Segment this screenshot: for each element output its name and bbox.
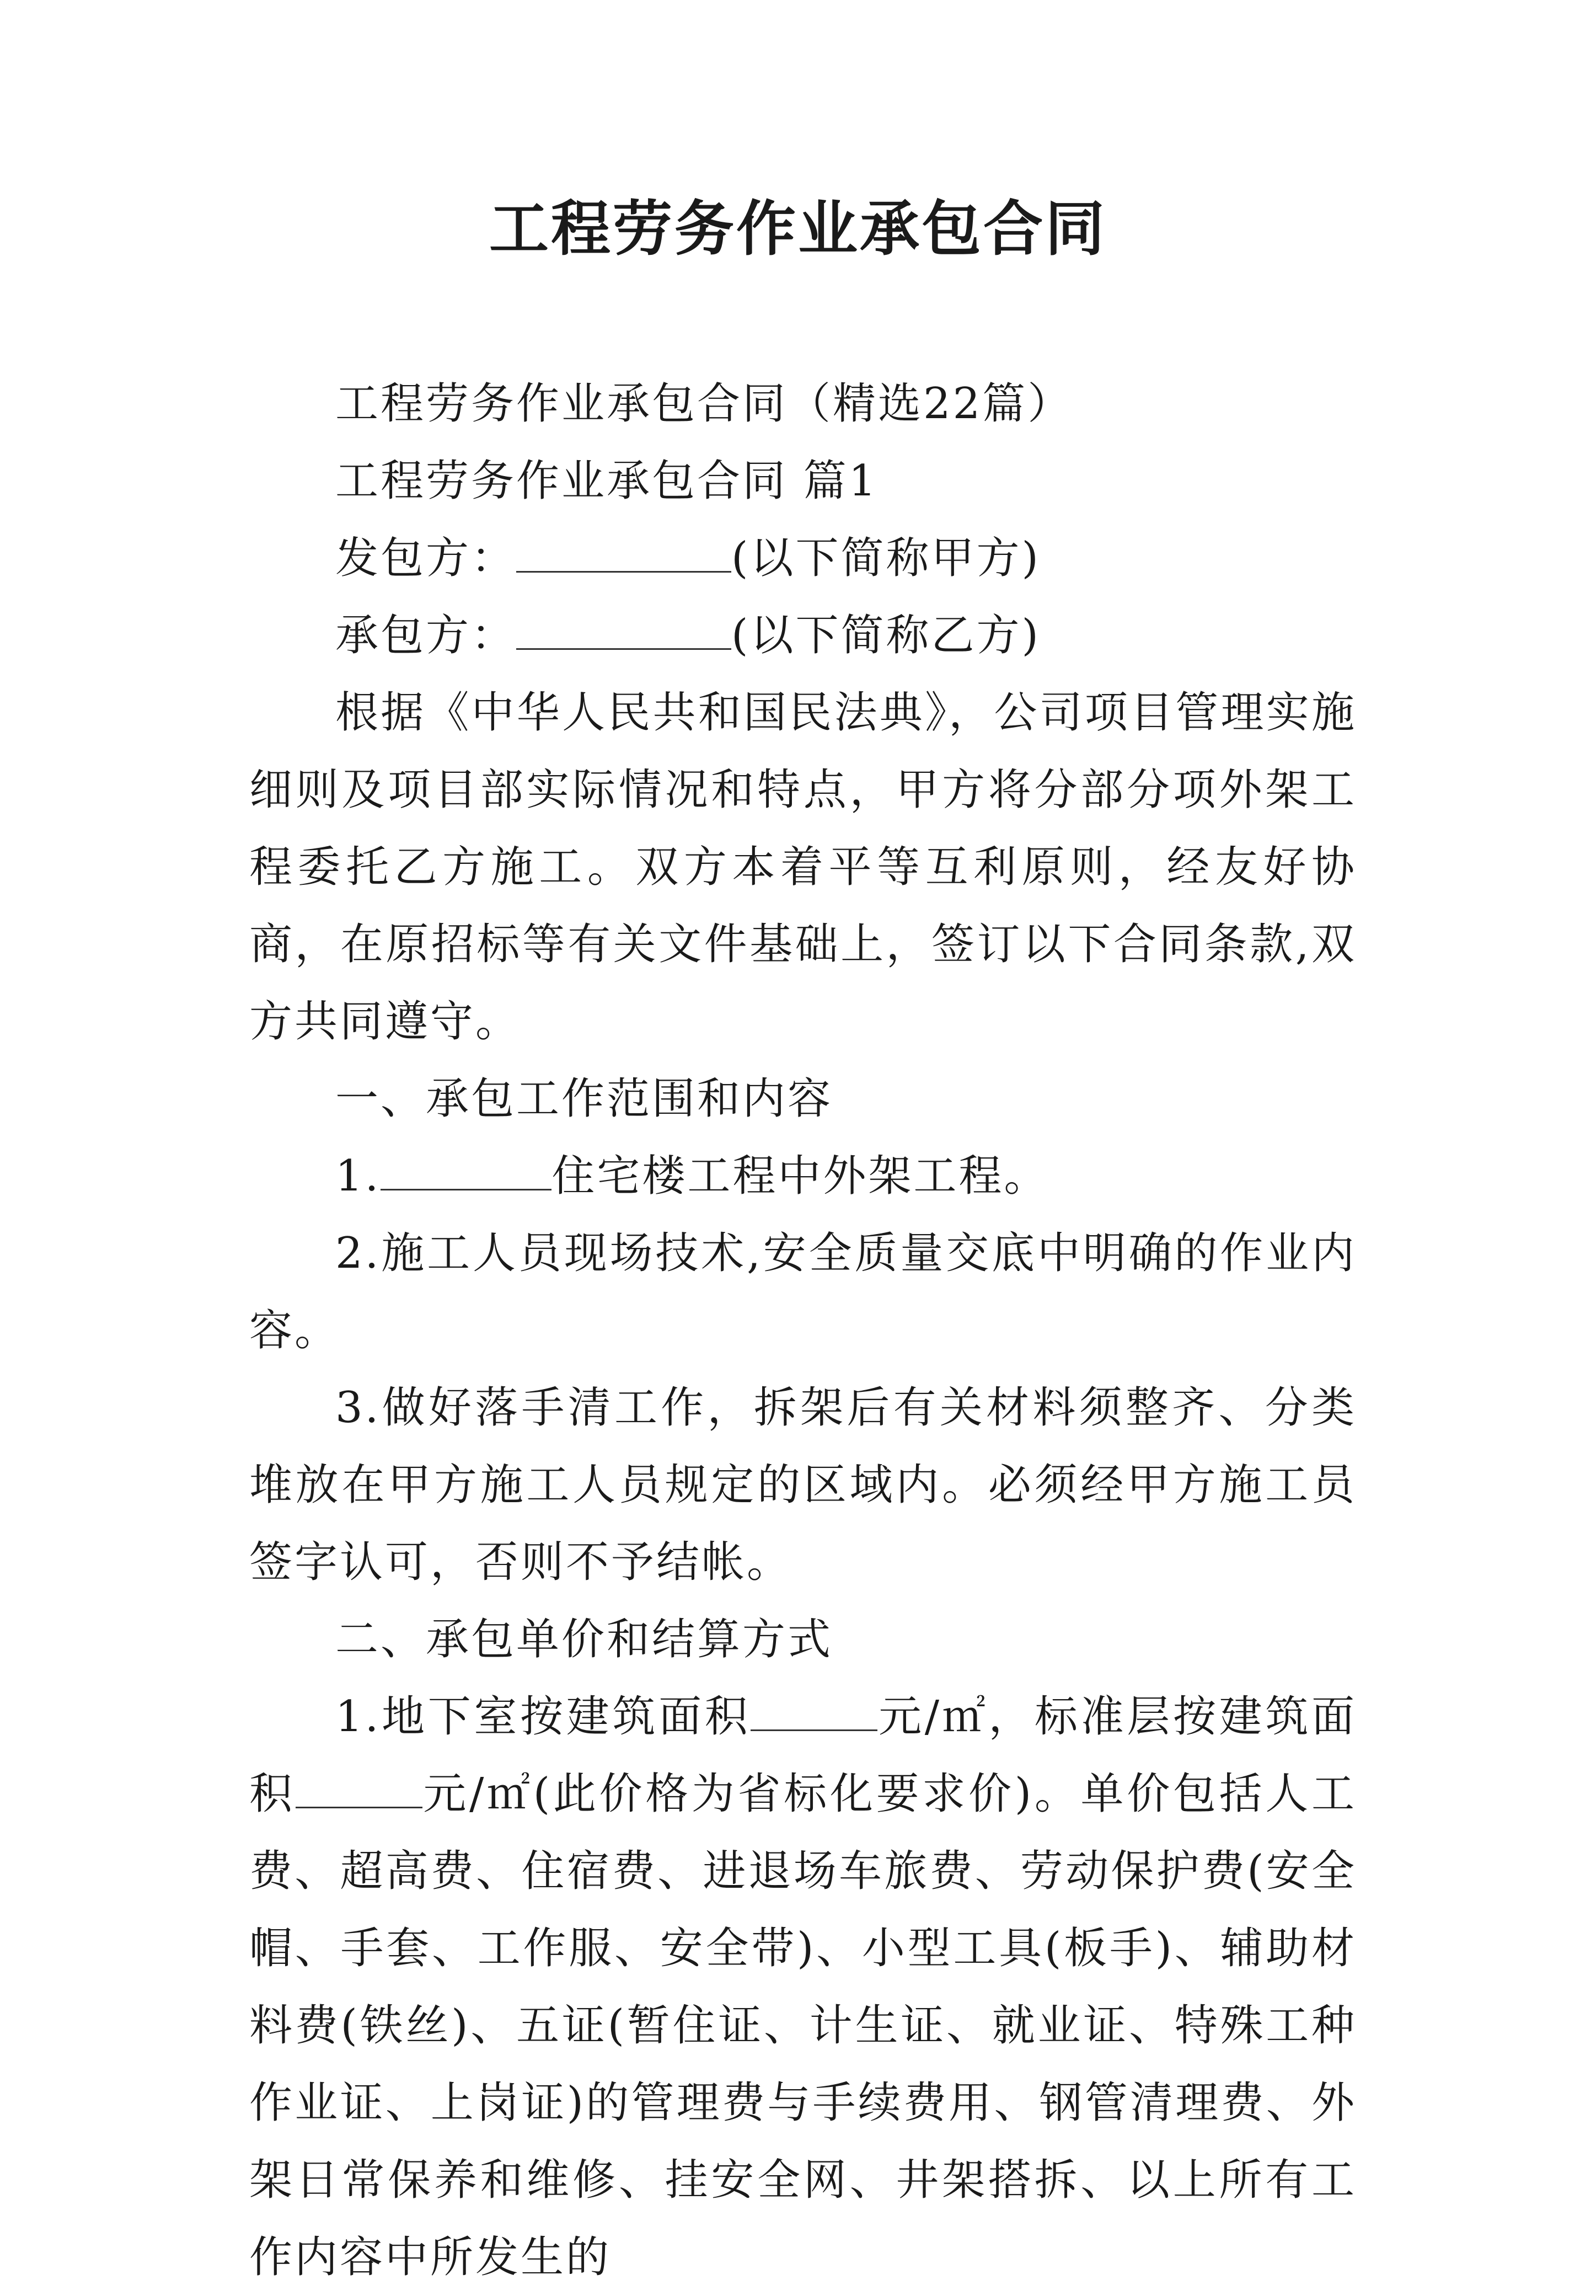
section-heading: 工程劳务作业承包合同 篇1 xyxy=(335,456,879,506)
item-1-1-prefix: 1. xyxy=(335,1151,381,1201)
item-1-1-suffix: 住宅楼工程中外架工程。 xyxy=(551,1151,1049,1201)
intro-paragraph: 根据《中华人民共和国民法典》，公司项目管理实施细则及项目部实际情况和特点，甲方将分部分项外架工程委托乙方施工。双方本着平等互利原则，经友好协商，在原招标等有关文件基础上，签订以下合同条款,双方共同遵守。 xyxy=(249,688,1357,1046)
party-a-blank xyxy=(516,532,731,573)
item-2-1-part3: 元/㎡(此价格为省标化要求价)。单价包括人工费、超高费、住宿费、进退场车旅费、劳动保护费(安全帽、手套、工作服、安全带)、小型工具(板手)、辅助材料费(铁丝)、五证(暂住证、计生证、就业证、特殊工种作业证、上岗证)的管理费与手续费用、钢管清理费、外架日常保养和维修、挂安全网、井架搭拆、以上所有工作内容中所发生的 xyxy=(249,1769,1357,2282)
item-1-3: 3.做好落手清工作，拆架后有关材料须整齐、分类堆放在甲方施工人员规定的区域内。必须经甲方施工员签字认可，否则不予结帐。 xyxy=(249,1383,1357,1587)
party-b-suffix: (以下简称乙方) xyxy=(731,611,1041,660)
party-a-suffix: (以下简称甲方) xyxy=(731,533,1041,583)
heading-1: 一、承包工作范围和内容 xyxy=(335,1074,833,1124)
item-2-1-part2: 元/㎡，标准层按建筑面积 xyxy=(249,1692,1357,1819)
party-a-label: 发包方： xyxy=(335,533,517,583)
item-2-1-part1: 1.地下室按建筑面积 xyxy=(335,1692,751,1742)
party-b-label: 承包方： xyxy=(335,611,517,660)
document-title: 工程劳务作业承包合同 xyxy=(489,194,1107,264)
item-1-1 xyxy=(249,1138,1357,1215)
item-1-2: 2.施工人员现场技术,安全质量交底中明确的作业内容。 xyxy=(249,1229,1357,1355)
party-b-blank xyxy=(516,610,731,650)
item-2-1-blank-1 xyxy=(751,1691,877,1731)
item-1-1-blank xyxy=(381,1150,551,1190)
item-2-1-blank-2 xyxy=(296,1768,422,1808)
document-body xyxy=(249,365,1357,2296)
heading-2: 二、承包单价和结算方式 xyxy=(335,1615,833,1664)
item-2-1 xyxy=(249,1678,1357,2296)
subtitle: 工程劳务作业承包合同（精选22篇） xyxy=(335,379,1073,429)
party-a-line xyxy=(249,520,1357,597)
party-b-line xyxy=(249,597,1357,674)
